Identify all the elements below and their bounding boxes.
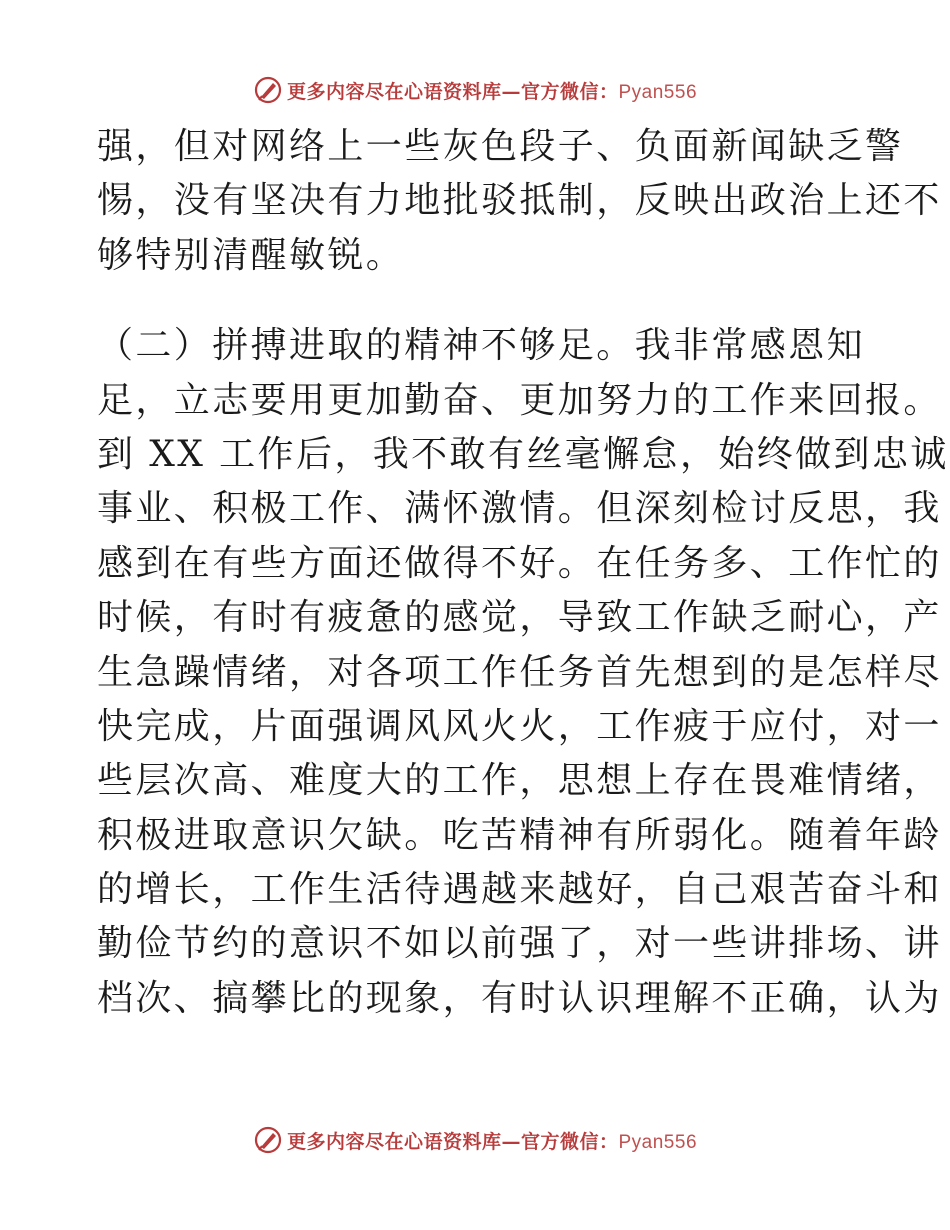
text-line: 强，但对网络上一些灰色段子、负面新闻缺乏警 <box>97 126 904 167</box>
text-line: 的增长，工作生活待遇越来越好，自己艰苦奋斗和 <box>97 869 942 911</box>
document-body <box>97 120 949 1026</box>
footer-wechat-id: Pyan556 <box>618 1131 698 1153</box>
quill-logo-icon <box>253 75 283 105</box>
text-line: 积极进取意识欠缺。吃苦精神有所弱化。随着年龄 <box>97 814 942 856</box>
quill-logo-icon <box>253 1125 283 1155</box>
text-line: （二）拼搏进取的精神不够足。我非常感恩知 <box>97 325 866 367</box>
footer-watermark-banner <box>0 1120 950 1160</box>
text-line: 些层次高、难度大的工作，思想上存在畏难情绪， <box>97 760 942 802</box>
text-line: 事业、积极工作、满怀激情。但深刻检讨反思，我 <box>97 488 942 530</box>
text-line: 档次、搞攀比的现象，有时认识理解不正确，认为 <box>97 977 942 1019</box>
text-line: 时候，有时有疲惫的感觉，导致工作缺乏耐心，产 <box>97 597 942 639</box>
text-line: 足，立志要用更加勤奋、更加努力的工作来回报。 <box>97 379 942 421</box>
header-watermark-banner <box>0 70 950 110</box>
paragraph-1 <box>97 120 942 283</box>
paragraph-2 <box>97 319 949 1026</box>
text-line: 生急躁情绪，对各项工作任务首先想到的是怎样尽 <box>97 651 942 693</box>
paragraph-gap <box>97 283 857 319</box>
text-line: 快完成，片面强调风风火火，工作疲于应付，对一 <box>97 705 942 747</box>
text-line: 惕，没有坚决有力地批驳抵制，反映出政治上还不 <box>97 180 942 222</box>
header-banner-text: 更多内容尽在心语资料库—官方微信：Pyan556 <box>286 80 698 103</box>
text-line: 感到在有些方面还做得不好。在任务多、工作忙的 <box>97 542 942 584</box>
header-wechat-id: Pyan556 <box>618 81 698 103</box>
text-line: 到 XX 工作后，我不敢有丝毫懈怠，始终做到忠诚 <box>97 433 949 475</box>
text-line: 勤俭节约的意识不如以前强了，对一些讲排场、讲 <box>97 923 942 965</box>
text-line: 够特别清醒敏锐。 <box>97 234 405 276</box>
footer-banner-text: 更多内容尽在心语资料库—官方微信：Pyan556 <box>286 1130 698 1153</box>
